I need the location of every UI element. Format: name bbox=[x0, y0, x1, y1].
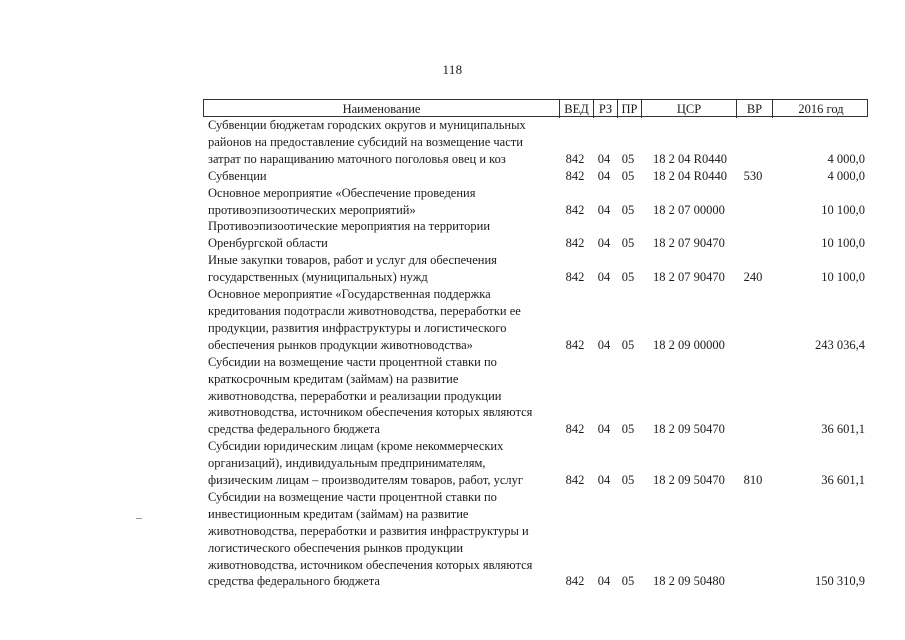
row-rz: 04 bbox=[597, 168, 611, 183]
row-rz: 04 bbox=[597, 202, 611, 217]
row-amount: 4 000,0 bbox=[827, 151, 865, 166]
row-name-line: затрат по наращиванию маточного поголовья овец и коз bbox=[208, 151, 506, 166]
row-vr: 530 bbox=[743, 168, 763, 183]
row-ved: 842 bbox=[565, 202, 585, 217]
row-name-line: Оренбургской области bbox=[208, 236, 328, 251]
row-name-line: краткосрочным кредитам (займам) на развитие bbox=[208, 371, 459, 386]
table-row bbox=[203, 252, 868, 286]
row-csr: 18 2 04 R0440 bbox=[653, 168, 727, 183]
header-year: 2016 год bbox=[772, 100, 869, 118]
row-name bbox=[203, 117, 558, 168]
header-pr: ПР bbox=[617, 100, 641, 118]
table-row bbox=[203, 168, 868, 185]
row-name bbox=[203, 252, 558, 286]
row-rz: 04 bbox=[597, 422, 611, 437]
table-row bbox=[203, 117, 868, 168]
row-pr: 05 bbox=[621, 337, 635, 352]
row-pr: 05 bbox=[621, 236, 635, 251]
row-name bbox=[203, 168, 558, 185]
row-csr: 18 2 09 00000 bbox=[653, 337, 725, 352]
row-name-line: Противоэпизоотические мероприятия на территории bbox=[208, 219, 491, 234]
row-rz: 04 bbox=[597, 473, 611, 488]
row-name-line: животноводства, источником обеспечения которых являются bbox=[208, 557, 533, 572]
header-vr: ВР bbox=[736, 100, 772, 118]
row-name-line: Субсидии на возмещение части процентной ставки по bbox=[208, 489, 497, 504]
row-pr: 05 bbox=[621, 168, 635, 183]
row-name-line: государственных (муниципальных) нужд bbox=[208, 270, 428, 285]
row-ved: 842 bbox=[565, 574, 585, 589]
row-name-line: животноводства, источником обеспечения которых являются bbox=[208, 405, 533, 420]
row-name bbox=[203, 438, 558, 489]
row-name-line: Субсидии юридическим лицам (кроме некоммерческих bbox=[208, 439, 504, 454]
table-row bbox=[203, 185, 868, 219]
row-ved: 842 bbox=[565, 337, 585, 352]
row-ved: 842 bbox=[565, 151, 585, 166]
row-rz: 04 bbox=[597, 151, 611, 166]
table-header bbox=[203, 99, 868, 117]
row-name bbox=[203, 489, 558, 590]
row-name-line: средства федерального бюджета bbox=[208, 574, 380, 589]
row-amount: 150 310,9 bbox=[815, 574, 865, 589]
row-name-line: Субвенции bbox=[208, 168, 267, 183]
row-name-line: Субвенции бюджетам городских округов и муниципальных bbox=[208, 118, 526, 132]
row-csr: 18 2 09 50470 bbox=[653, 473, 725, 488]
row-amount: 10 100,0 bbox=[821, 236, 865, 251]
header-csr: ЦСР bbox=[641, 100, 736, 118]
row-name-line: логистического обеспечения рынков продукции bbox=[208, 540, 464, 555]
budget-table bbox=[203, 99, 868, 590]
row-name-line: Основное мероприятие «Обеспечение проведения bbox=[208, 185, 476, 200]
row-name bbox=[203, 185, 558, 219]
row-ved: 842 bbox=[565, 168, 585, 183]
row-name-line: животноводства, переработки и развития инфраструктуры и bbox=[208, 523, 529, 538]
row-ved: 842 bbox=[565, 473, 585, 488]
header-rz: РЗ bbox=[593, 100, 617, 118]
row-name-line: противоэпизоотических мероприятий» bbox=[208, 202, 416, 217]
row-name bbox=[203, 286, 558, 354]
table-body bbox=[203, 117, 868, 590]
row-amount: 243 036,4 bbox=[815, 337, 865, 352]
header-ved: ВЕД bbox=[559, 100, 593, 118]
row-name bbox=[203, 218, 558, 252]
row-pr: 05 bbox=[621, 574, 635, 589]
row-name-line: инвестиционным кредитам (займам) на развитие bbox=[208, 506, 469, 521]
row-pr: 05 bbox=[621, 270, 635, 285]
table-row bbox=[203, 354, 868, 439]
page-number: 118 bbox=[442, 62, 463, 77]
row-name-line: кредитования подотрасли животноводства, переработки ее bbox=[208, 303, 521, 318]
row-amount: 10 100,0 bbox=[821, 270, 865, 285]
row-rz: 04 bbox=[597, 574, 611, 589]
row-name-line: Иные закупки товаров, работ и услуг для обеспечения bbox=[208, 253, 497, 268]
scan-margin-mark bbox=[136, 518, 142, 519]
row-csr: 18 2 09 50470 bbox=[653, 422, 725, 437]
table-row bbox=[203, 438, 868, 489]
row-pr: 05 bbox=[621, 473, 635, 488]
table-row bbox=[203, 286, 868, 354]
row-name-line: животноводства, переработки и реализации продукции bbox=[208, 388, 502, 403]
row-pr: 05 bbox=[621, 202, 635, 217]
row-csr: 18 2 04 R0440 bbox=[653, 151, 727, 166]
row-csr: 18 2 07 00000 bbox=[653, 202, 725, 217]
row-csr: 18 2 07 90470 bbox=[653, 270, 725, 285]
table-row bbox=[203, 218, 868, 252]
row-name-line: физическим лицам – производителям товаров, работ, услуг bbox=[208, 473, 524, 488]
row-ved: 842 bbox=[565, 422, 585, 437]
row-csr: 18 2 07 90470 bbox=[653, 236, 725, 251]
row-name-line: продукции, развития инфраструктуры и логистического bbox=[208, 320, 507, 335]
row-ved: 842 bbox=[565, 270, 585, 285]
row-name-line: обеспечения рынков продукции животноводства» bbox=[208, 337, 473, 352]
row-name-line: организаций), индивидуальным предпринимателям, bbox=[208, 456, 486, 471]
row-name-line: Основное мероприятие «Государственная поддержка bbox=[208, 287, 491, 302]
row-amount: 36 601,1 bbox=[821, 473, 865, 488]
row-vr: 240 bbox=[743, 270, 763, 285]
row-amount: 4 000,0 bbox=[827, 168, 865, 183]
row-name-line: Субсидии на возмещение части процентной ставки по bbox=[208, 354, 497, 369]
row-name-line: средства федерального бюджета bbox=[208, 422, 380, 437]
row-name-line: районов на предоставление субсидий на возмещение части bbox=[208, 134, 523, 149]
header-name: Наименование bbox=[342, 102, 421, 116]
row-amount: 36 601,1 bbox=[821, 422, 865, 437]
row-pr: 05 bbox=[621, 151, 635, 166]
table-row bbox=[203, 489, 868, 590]
row-rz: 04 bbox=[597, 270, 611, 285]
row-amount: 10 100,0 bbox=[821, 202, 865, 217]
row-name bbox=[203, 354, 558, 439]
row-rz: 04 bbox=[597, 337, 611, 352]
row-pr: 05 bbox=[621, 422, 635, 437]
row-vr: 810 bbox=[743, 473, 763, 488]
row-ved: 842 bbox=[565, 236, 585, 251]
row-csr: 18 2 09 50480 bbox=[653, 574, 725, 589]
row-rz: 04 bbox=[597, 236, 611, 251]
